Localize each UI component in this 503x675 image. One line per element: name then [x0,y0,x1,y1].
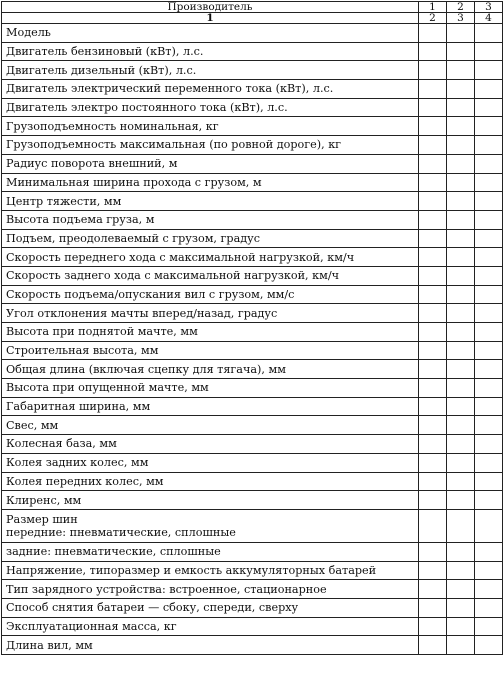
parameter-label: Скорость переднего хода с максимальной нагрузкой, км/ч [6,250,355,264]
value-cell-producer-2[interactable] [447,285,475,304]
parameter-cell [2,341,419,360]
value-cell-producer-3[interactable] [475,61,503,80]
parameter-label: Размер шин [6,512,78,526]
value-cell-producer-3[interactable] [475,173,503,192]
value-cell-producer-3[interactable] [475,453,503,472]
value-cell-producer-1[interactable] [419,341,447,360]
value-cell-producer-1[interactable] [419,24,447,43]
table-row [2,24,503,43]
value-cell-producer-3[interactable] [475,117,503,136]
value-cell-producer-3[interactable] [475,598,503,617]
value-cell-producer-1[interactable] [419,435,447,454]
value-cell-producer-3[interactable] [475,24,503,43]
column-number-2: 2 [447,2,475,13]
value-cell-producer-3[interactable] [475,266,503,285]
value-cell-producer-2[interactable] [447,491,475,510]
table-row [2,397,503,416]
value-cell-producer-2[interactable] [447,192,475,211]
value-cell-producer-3[interactable] [475,285,503,304]
parameter-cell [2,416,419,435]
parameter-label: Длина вил, мм [6,638,93,652]
value-cell-producer-3[interactable] [475,561,503,580]
value-cell-producer-3[interactable] [475,154,503,173]
parameter-label: Радиус поворота внешний, м [6,157,178,171]
value-cell-producer-2[interactable] [447,117,475,136]
parameter-label: Центр тяжести, мм [6,194,122,208]
value-cell-producer-2[interactable] [447,229,475,248]
table-row [2,136,503,155]
parameter-label: Двигатель электро постоянного тока (кВт), л.с. [6,101,288,115]
parameter-cell [2,154,419,173]
parameter-cell [2,453,419,472]
value-cell-producer-1[interactable] [419,210,447,229]
table-row [2,80,503,99]
value-cell-producer-1[interactable] [419,636,447,655]
value-cell-producer-1[interactable] [419,42,447,61]
parameter-label: Двигатель бензиновый (кВт), л.с. [6,45,204,59]
column-number-1: 1 [419,2,447,13]
value-cell-producer-2[interactable] [447,323,475,342]
value-cell-producer-3[interactable] [475,80,503,99]
value-cell-producer-2[interactable] [447,210,475,229]
table-row [2,561,503,580]
parameter-label: Колея передних колес, мм [6,474,164,488]
value-cell-producer-2[interactable] [447,379,475,398]
value-cell-producer-1[interactable] [419,453,447,472]
value-cell-producer-2[interactable] [447,453,475,472]
table-row [2,61,503,80]
parameter-label: Высота подъема груза, м [6,213,155,227]
parameter-label: Скорость заднего хода с максимальной нагрузкой, км/ч [6,269,340,283]
parameter-label: Высота при поднятой мачте, мм [6,325,198,339]
value-cell-producer-3[interactable] [475,210,503,229]
value-cell-producer-1[interactable] [419,397,447,416]
value-cell-producer-1[interactable] [419,173,447,192]
parameter-label: Общая длина (включая сцепку для тягача), мм [6,362,286,376]
parameter-label: Габаритная ширина, мм [6,400,151,414]
value-cell-producer-2[interactable] [447,136,475,155]
value-cell-producer-1[interactable] [419,379,447,398]
value-cell-producer-3[interactable] [475,435,503,454]
column-index-1: 1 [2,13,419,24]
table-row [2,266,503,285]
parameter-label: Подъем, преодолеваемый с грузом, градус [6,231,260,245]
column-index-2: 2 [419,13,447,24]
value-cell-producer-3[interactable] [475,379,503,398]
parameter-cell [2,248,419,267]
value-cell-producer-2[interactable] [447,636,475,655]
value-cell-producer-1[interactable] [419,304,447,323]
value-cell-producer-3[interactable] [475,323,503,342]
specification-table [1,1,503,655]
parameter-label: Двигатель дизельный (кВт), л.с. [6,63,197,77]
parameter-label: Свес, мм [6,418,59,432]
table-row [2,323,503,342]
value-cell-producer-1[interactable] [419,154,447,173]
parameter-label: задние: пневматические, сплошные [6,545,221,559]
parameter-cell [2,472,419,491]
parameter-cell [2,210,419,229]
parameter-cell [2,173,419,192]
value-cell-producer-3[interactable] [475,491,503,510]
parameter-cell [2,98,419,117]
value-cell-producer-1[interactable] [419,229,447,248]
parameter-label: Эксплуатационная масса, кг [6,619,177,633]
table-row [2,98,503,117]
value-cell-producer-1[interactable] [419,323,447,342]
parameter-label: Скорость подъема/опускания вил с грузом, мм/с [6,287,295,301]
value-cell-producer-1[interactable] [419,509,447,542]
parameter-label: Колея задних колес, мм [6,456,149,470]
table-row [2,229,503,248]
value-cell-producer-1[interactable] [419,561,447,580]
parameter-cell [2,266,419,285]
value-cell-producer-2[interactable] [447,173,475,192]
table-row [2,435,503,454]
value-cell-producer-1[interactable] [419,542,447,561]
value-cell-producer-2[interactable] [447,248,475,267]
value-cell-producer-2[interactable] [447,598,475,617]
value-cell-producer-2[interactable] [447,561,475,580]
table-row [2,453,503,472]
parameter-label: Высота при опущенной мачте, мм [6,381,209,395]
table-row [2,285,503,304]
header-row-producer [2,2,503,13]
value-cell-producer-1[interactable] [419,192,447,211]
parameter-sublabel: передние: пневматические, сплошные [6,525,236,539]
parameter-cell [2,617,419,636]
value-cell-producer-1[interactable] [419,136,447,155]
value-cell-producer-3[interactable] [475,229,503,248]
value-cell-producer-3[interactable] [475,472,503,491]
parameter-cell [2,136,419,155]
parameter-label: Минимальная ширина прохода с грузом, м [6,175,262,189]
value-cell-producer-2[interactable] [447,397,475,416]
value-cell-producer-2[interactable] [447,61,475,80]
column-index-3: 3 [447,13,475,24]
parameter-label: Клиренс, мм [6,493,82,507]
value-cell-producer-3[interactable] [475,580,503,599]
value-cell-producer-1[interactable] [419,617,447,636]
table-row [2,472,503,491]
value-cell-producer-3[interactable] [475,304,503,323]
parameter-cell [2,117,419,136]
parameter-cell [2,542,419,561]
parameter-cell [2,80,419,99]
table-row [2,341,503,360]
value-cell-producer-1[interactable] [419,117,447,136]
value-cell-producer-2[interactable] [447,416,475,435]
column-number-3: 3 [475,2,503,13]
value-cell-producer-3[interactable] [475,42,503,61]
value-cell-producer-2[interactable] [447,580,475,599]
value-cell-producer-3[interactable] [475,136,503,155]
value-cell-producer-2[interactable] [447,509,475,542]
value-cell-producer-3[interactable] [475,397,503,416]
parameter-cell [2,580,419,599]
value-cell-producer-2[interactable] [447,341,475,360]
table-row [2,192,503,211]
parameter-cell [2,509,419,542]
value-cell-producer-1[interactable] [419,580,447,599]
value-cell-producer-1[interactable] [419,491,447,510]
value-cell-producer-3[interactable] [475,636,503,655]
parameter-label: Напряжение, типоразмер и емкость аккумуляторных батарей [6,563,377,577]
parameter-cell [2,229,419,248]
value-cell-producer-2[interactable] [447,304,475,323]
table-row [2,42,503,61]
header-row-index [2,13,503,24]
table-row [2,491,503,510]
value-cell-producer-3[interactable] [475,416,503,435]
value-cell-producer-3[interactable] [475,509,503,542]
table-row [2,509,503,542]
value-cell-producer-3[interactable] [475,341,503,360]
parameter-cell [2,42,419,61]
table-row [2,617,503,636]
parameter-label: Тип зарядного устройства: встроенное, стационарное [6,582,327,596]
parameter-cell [2,598,419,617]
parameter-cell [2,360,419,379]
value-cell-producer-1[interactable] [419,61,447,80]
parameter-cell [2,491,419,510]
parameter-label: Грузоподъемность максимальная (по ровной дороге), кг [6,138,342,152]
value-cell-producer-1[interactable] [419,416,447,435]
value-cell-producer-3[interactable] [475,192,503,211]
value-cell-producer-3[interactable] [475,617,503,636]
value-cell-producer-3[interactable] [475,98,503,117]
parameter-label: Колесная база, мм [6,437,117,451]
parameter-cell [2,379,419,398]
table-row [2,542,503,561]
value-cell-producer-1[interactable] [419,248,447,267]
parameter-cell [2,397,419,416]
parameter-label: Двигатель электрический переменного тока (кВт), л.с. [6,82,334,96]
table-row [2,598,503,617]
table-row [2,636,503,655]
table-row [2,360,503,379]
parameter-cell [2,323,419,342]
value-cell-producer-3[interactable] [475,248,503,267]
value-cell-producer-2[interactable] [447,435,475,454]
table-row [2,379,503,398]
table-body [2,2,503,655]
value-cell-producer-1[interactable] [419,266,447,285]
table-row [2,210,503,229]
value-cell-producer-2[interactable] [447,266,475,285]
parameter-label: Грузоподъемность номинальная, кг [6,119,219,133]
value-cell-producer-1[interactable] [419,80,447,99]
value-cell-producer-2[interactable] [447,154,475,173]
parameter-label: Строительная высота, мм [6,344,159,358]
value-cell-producer-1[interactable] [419,98,447,117]
value-cell-producer-2[interactable] [447,42,475,61]
parameter-cell [2,435,419,454]
table-row [2,416,503,435]
value-cell-producer-2[interactable] [447,360,475,379]
table-row [2,117,503,136]
value-cell-producer-2[interactable] [447,80,475,99]
table-row [2,173,503,192]
value-cell-producer-1[interactable] [419,285,447,304]
value-cell-producer-2[interactable] [447,24,475,43]
parameter-cell [2,285,419,304]
parameter-label: Угол отклонения мачты вперед/назад, градус [6,306,278,320]
parameter-cell [2,304,419,323]
parameter-label: Модель [6,26,51,40]
parameter-cell [2,561,419,580]
table-row [2,304,503,323]
table-row [2,154,503,173]
value-cell-producer-3[interactable] [475,360,503,379]
parameter-cell [2,192,419,211]
column-index-4: 4 [475,13,503,24]
value-cell-producer-1[interactable] [419,598,447,617]
parameter-cell [2,636,419,655]
parameter-cell [2,61,419,80]
table-row [2,248,503,267]
value-cell-producer-2[interactable] [447,617,475,636]
value-cell-producer-1[interactable] [419,360,447,379]
value-cell-producer-2[interactable] [447,472,475,491]
parameter-cell [2,24,419,43]
value-cell-producer-3[interactable] [475,542,503,561]
value-cell-producer-2[interactable] [447,98,475,117]
table-row [2,580,503,599]
value-cell-producer-2[interactable] [447,542,475,561]
producer-header: Производитель [2,2,419,13]
parameter-label: Способ снятия батареи — сбоку, спереди, сверху [6,601,299,615]
value-cell-producer-1[interactable] [419,472,447,491]
